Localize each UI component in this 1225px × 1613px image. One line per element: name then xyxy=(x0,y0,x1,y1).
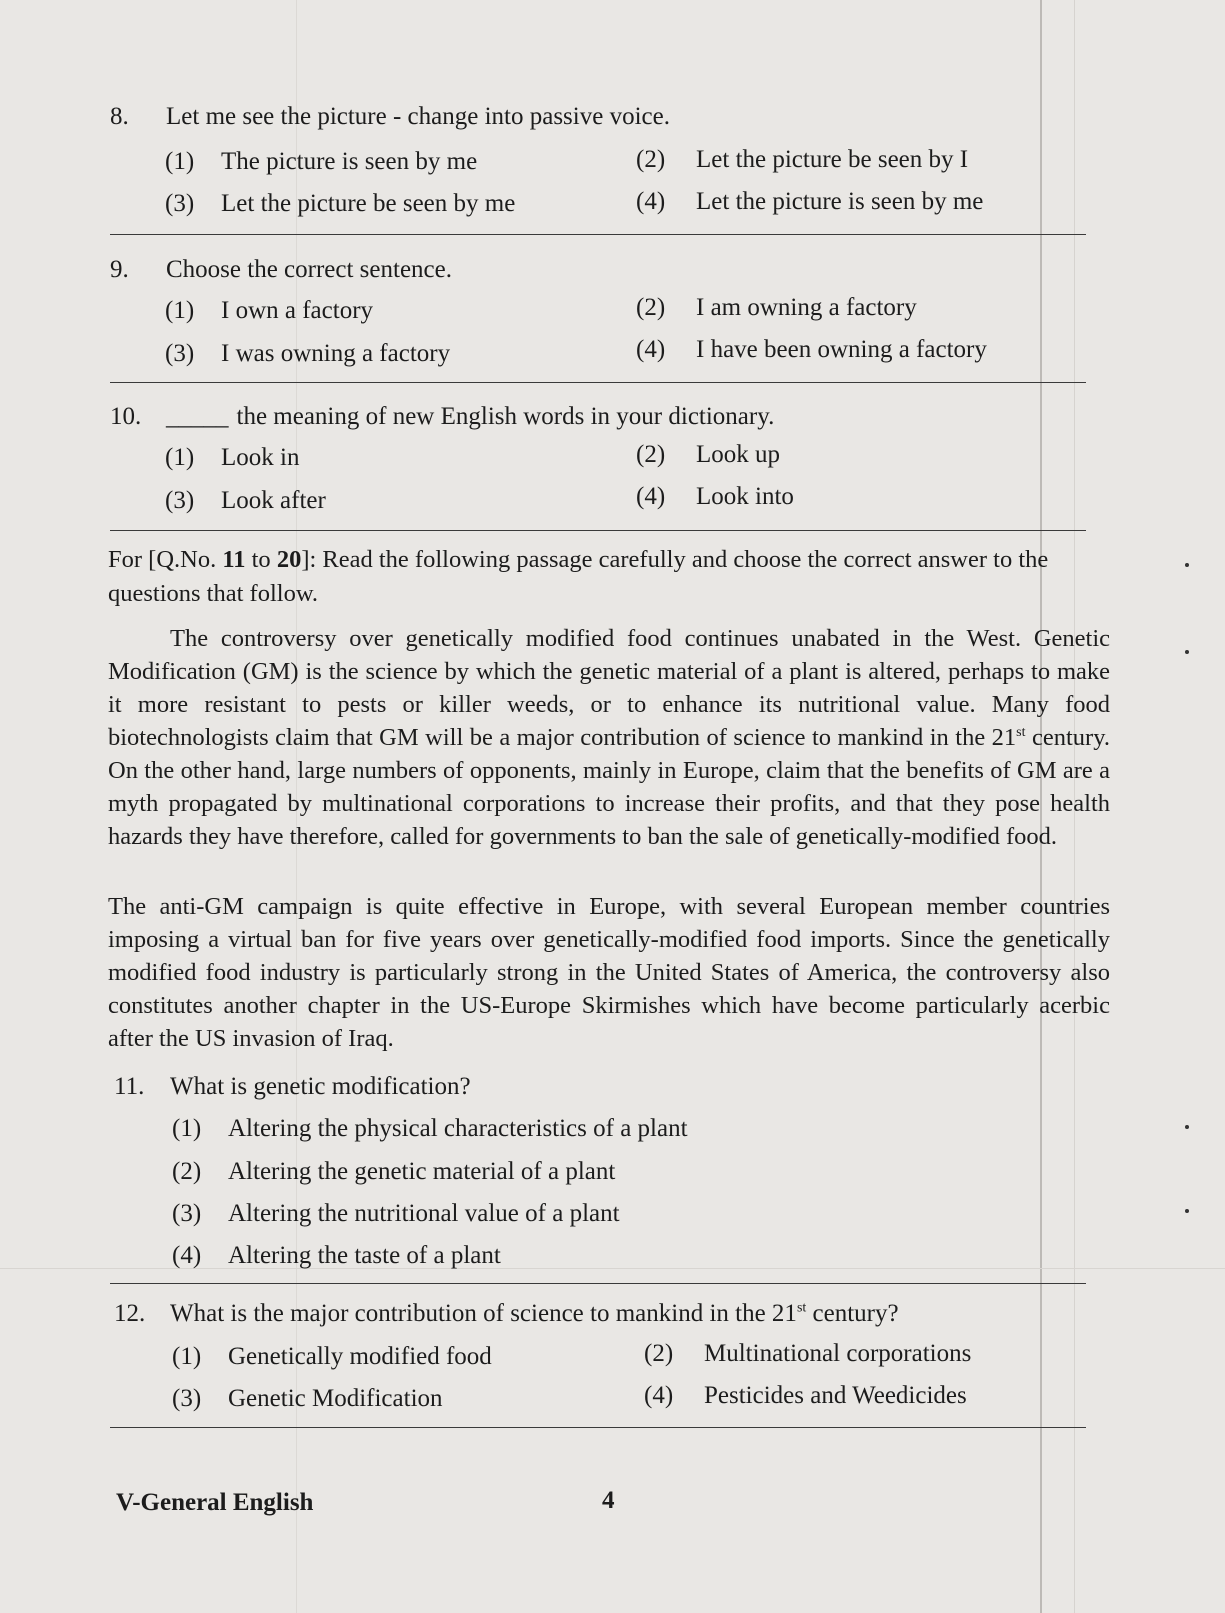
question-11 xyxy=(114,1072,471,1102)
question-10 xyxy=(110,402,774,432)
divider xyxy=(110,234,1086,235)
option-text: Genetic Modification xyxy=(228,1385,443,1412)
option-12-4[interactable] xyxy=(644,1382,967,1410)
scan-speck xyxy=(1185,1125,1189,1129)
option-text: Let the picture be seen by I xyxy=(696,146,969,173)
instruction-from: 11 xyxy=(222,546,246,573)
divider xyxy=(110,382,1086,383)
option-number: (2) xyxy=(172,1158,202,1185)
question-8 xyxy=(110,102,670,132)
superscript: st xyxy=(796,1300,807,1316)
option-number: (4) xyxy=(644,1382,674,1409)
instruction-text: to xyxy=(245,546,277,573)
option-11-1[interactable] xyxy=(172,1115,688,1143)
superscript: st xyxy=(1016,724,1026,740)
question-12 xyxy=(114,1299,899,1329)
option-number: (4) xyxy=(636,188,666,215)
option-11-2[interactable] xyxy=(172,1158,615,1186)
option-10-3[interactable] xyxy=(165,487,326,515)
scan-speck xyxy=(1185,1209,1189,1213)
option-10-2[interactable] xyxy=(636,441,780,469)
scan-speck xyxy=(1185,650,1189,654)
option-number: (1) xyxy=(165,148,195,175)
question-text: the meaning of new English words in your dictionary. xyxy=(236,403,775,430)
option-text: I am owning a factory xyxy=(696,294,917,321)
option-text: Look in xyxy=(221,444,300,471)
option-text: Look up xyxy=(696,441,781,468)
question-text: century? xyxy=(806,1300,899,1327)
question-text: What is genetic modification? xyxy=(170,1073,471,1100)
option-text: I was owning a factory xyxy=(221,340,451,367)
option-8-1[interactable] xyxy=(165,148,477,176)
option-9-3[interactable] xyxy=(165,340,450,368)
option-8-2[interactable] xyxy=(636,146,968,174)
option-number: (2) xyxy=(644,1340,674,1367)
option-12-2[interactable] xyxy=(644,1340,971,1368)
option-number: (4) xyxy=(636,336,666,363)
passage-paragraph-2 xyxy=(108,890,1110,1055)
option-number: (3) xyxy=(172,1200,202,1227)
option-11-3[interactable] xyxy=(172,1200,620,1228)
question-text: What is the major contribution of science to mankind in the 21 xyxy=(170,1300,797,1327)
option-10-1[interactable] xyxy=(165,444,299,472)
option-text: Altering the nutritional value of a plant xyxy=(228,1200,620,1227)
option-number: (4) xyxy=(636,483,666,510)
passage-paragraph-1 xyxy=(108,622,1110,853)
option-text: Look after xyxy=(221,487,326,514)
question-number: 11. xyxy=(114,1073,145,1100)
question-text: Choose the correct sentence. xyxy=(166,256,452,283)
option-12-3[interactable] xyxy=(172,1385,443,1413)
answer-blank: _____ xyxy=(166,403,229,430)
divider xyxy=(110,530,1086,531)
option-text: Let the picture is seen by me xyxy=(696,188,984,215)
option-text: The picture is seen by me xyxy=(221,148,478,175)
option-number: (1) xyxy=(172,1343,202,1370)
instruction-text: ]: Read the following passage carefully and choose the correct answer to the questions that follow. xyxy=(108,546,1049,607)
passage-instruction xyxy=(108,543,1098,611)
question-text: Let me see the picture - change into passive voice. xyxy=(166,103,670,130)
option-9-4[interactable] xyxy=(636,336,987,364)
option-number: (4) xyxy=(172,1242,202,1269)
option-text: Pesticides and Weedicides xyxy=(704,1382,967,1409)
option-8-4[interactable] xyxy=(636,188,983,216)
option-number: (2) xyxy=(636,441,666,468)
option-text: I own a factory xyxy=(221,297,374,324)
passage-text: The controversy over genetically modified food continues unabated in the West. Genetic Modification (GM) is the science by which the genetic material of a plant is altered, perhaps to make it more resistant to pests or killer weeds, or to enhance its nutritional value. Many food biotechnologists claim that GM will be a major contribution of science to mankind in the 21 xyxy=(108,625,1110,751)
option-10-4[interactable] xyxy=(636,483,794,511)
question-number: 10. xyxy=(110,403,142,430)
option-number: (2) xyxy=(636,146,666,173)
option-text: I have been owning a factory xyxy=(696,336,987,363)
divider xyxy=(110,1283,1086,1284)
option-number: (1) xyxy=(165,297,195,324)
question-number: 8. xyxy=(110,103,129,130)
option-12-1[interactable] xyxy=(172,1343,492,1371)
option-8-3[interactable] xyxy=(165,190,515,218)
option-number: (2) xyxy=(636,294,666,321)
option-11-4[interactable] xyxy=(172,1242,501,1270)
option-9-1[interactable] xyxy=(165,297,373,325)
option-text: Genetically modified food xyxy=(228,1343,492,1370)
option-number: (1) xyxy=(165,444,195,471)
option-number: (3) xyxy=(165,487,195,514)
option-text: Altering the taste of a plant xyxy=(228,1242,501,1269)
option-number: (3) xyxy=(172,1385,202,1412)
scan-speck xyxy=(1185,563,1189,567)
option-text: Altering the genetic material of a plant xyxy=(228,1158,616,1185)
page-number: 4 xyxy=(602,1487,615,1514)
passage-text: century. On the other hand, large numbers of opponents, mainly in Europe, claim that the benefits of GM are a myth propagated by multinational corporations to increase their profits, and that they pose health hazards they have therefore, called for governments to ban the sale of genetically-modified food. xyxy=(108,724,1110,850)
question-9 xyxy=(110,255,452,285)
option-number: (3) xyxy=(165,340,195,367)
footer-subject-title: V-General English xyxy=(116,1489,314,1516)
option-text: Let the picture be seen by me xyxy=(221,190,516,217)
option-number: (3) xyxy=(165,190,195,217)
option-number: (1) xyxy=(172,1115,202,1142)
instruction-text: For [Q.No. xyxy=(108,546,223,573)
option-text: Multinational corporations xyxy=(704,1340,972,1367)
question-number: 9. xyxy=(110,256,129,283)
option-text: Look into xyxy=(696,483,794,510)
passage-text: The anti-GM campaign is quite effective in Europe, with several European member countries imposing a virtual ban for five years over genetically-modified food imports. Since the genetically modified food industry is particularly strong in the United States of America, the controversy also constitutes another chapter in the US-Europe Skirmishes which have become particularly acerbic after the US invasion of Iraq. xyxy=(108,893,1110,1052)
instruction-to: 20 xyxy=(276,546,302,573)
option-9-2[interactable] xyxy=(636,294,917,322)
divider xyxy=(110,1427,1086,1428)
question-number: 12. xyxy=(114,1300,146,1327)
option-text: Altering the physical characteristics of a plant xyxy=(228,1115,688,1142)
